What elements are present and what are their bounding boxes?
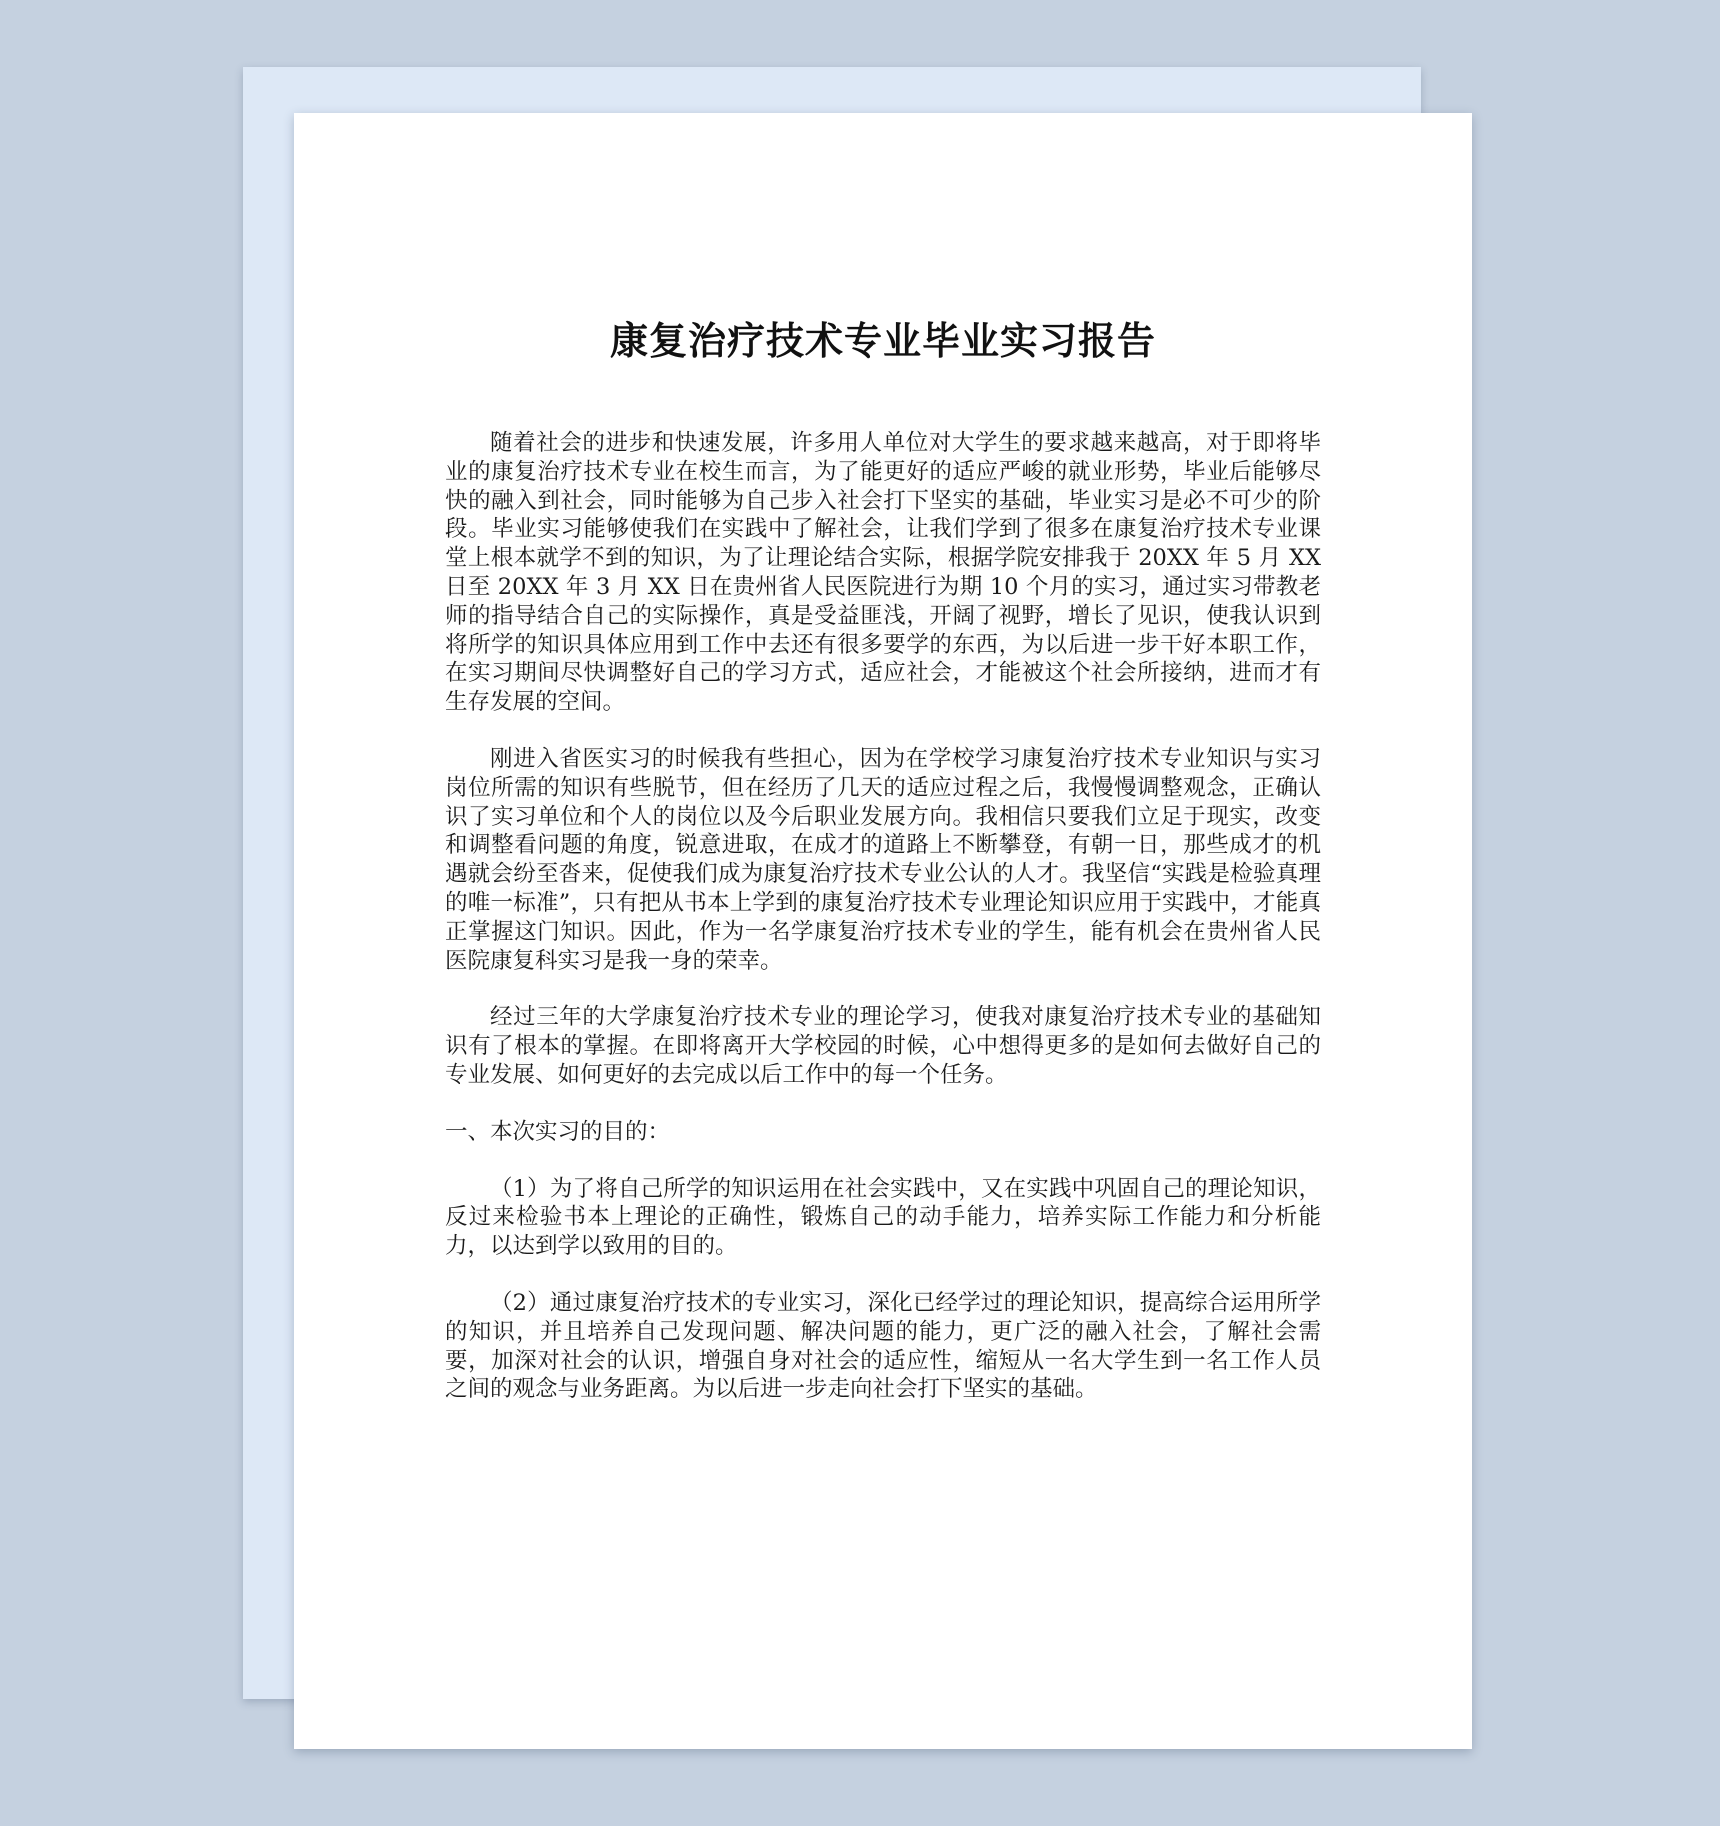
- document-page: [294, 113, 1472, 1749]
- purpose-item-1: （1）为了将自己所学的知识运用在社会实践中，又在实践中巩固自己的理论知识，反过来检验书本上理论的正确性，锻炼自己的动手能力，培养实际工作能力和分析能力，以达到学以致用的目的。: [445, 1175, 1321, 1260]
- study-summary-paragraph: 经过三年的大学康复治疗技术专业的理论学习，使我对康复治疗技术专业的基础知识有了根本的掌握。在即将离开大学校园的时候，心中想得更多的是如何去做好自己的专业发展、如何更好的去完成以后工作中的每一个任务。: [445, 1004, 1321, 1088]
- section-heading-purpose: 一、本次实习的目的：: [445, 1118, 671, 1145]
- purpose-item-2: （2）通过康复治疗技术的专业实习，深化已经学过的理论知识，提高综合运用所学的知识，并且培养自己发现问题、解决问题的能力，更广泛的融入社会，了解社会需要，加深对社会的认识，增强自身对社会的适应性，缩短从一名大学生到一名工作人员之间的观念与业务距离。为以后进一步走向社会打下坚实的基础。: [445, 1289, 1321, 1403]
- intro-paragraph: 随着社会的进步和快速发展，许多用人单位对大学生的要求越来越高，对于即将毕业的康复治疗技术专业在校生而言，为了能更好的适应严峻的就业形势，毕业后能够尽快的融入到社会，同时能够为自己步入社会打下坚实的基础，毕业实习是必不可少的阶段。毕业实习能够使我们在实践中了解社会，让我们学到了很多在康复治疗技术专业课堂上根本就学不到的知识，为了让理论结合实际，根据学院安排我于 20XX 年 5 月 XX 日至 20XX 年 3 月 XX 日在贵州省人民医院进行为期 10 个月的实习，通过实习带教老师的指导结合自己的实际操作，真是受益匪浅，开阔了视野，增长了见识，使我认识到将所学的知识具体应用到工作中去还有很多要学的东西，为以后进一步干好本职工作，在实习期间尽快调整好自己的学习方式，适应社会，才能被这个社会所接纳，进而才有生存发展的空间。: [445, 430, 1321, 716]
- adaptation-paragraph: 刚进入省医实习的时候我有些担心，因为在学校学习康复治疗技术专业知识与实习岗位所需的知识有些脱节，但在经历了几天的适应过程之后，我慢慢调整观念，正确认识了实习单位和个人的岗位以及今后职业发展方向。我相信只要我们立足于现实，改变和调整看问题的角度，锐意进取，在成才的道路上不断攀登，有朝一日，那些成才的机遇就会纷至沓来，促使我们成为康复治疗技术专业公认的人才。我坚信“实践是检验真理的唯一标准”，只有把从书本上学到的康复治疗技术专业理论知识应用于实践中，才能真正掌握这门知识。因此，作为一名学康复治疗技术专业的学生，能有机会在贵州省人民医院康复科实习是我一身的荣幸。: [445, 745, 1321, 974]
- document-content: [445, 313, 1321, 1432]
- document-title: 康复治疗技术专业毕业实习报告: [609, 319, 1156, 363]
